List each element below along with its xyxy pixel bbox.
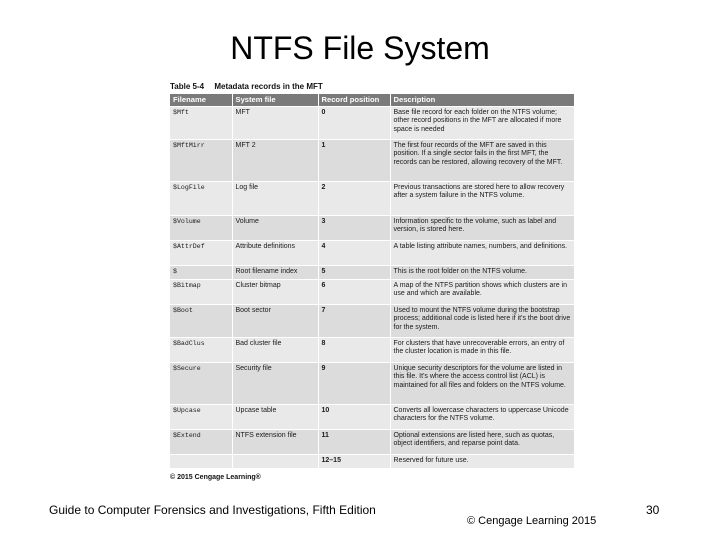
- footer-copyright: © Cengage Learning 2015: [467, 515, 597, 527]
- cell-record-position: 10: [318, 405, 390, 430]
- cell-description: Reserved for future use.: [390, 455, 574, 468]
- cell-system-file: [232, 455, 318, 468]
- cell-record-position: 9: [318, 363, 390, 405]
- table-row: [170, 241, 574, 266]
- cell-record-position: 7: [318, 305, 390, 338]
- table-header-row: [170, 94, 574, 107]
- table-row: [170, 430, 574, 455]
- cell-system-file: Bad cluster file: [232, 338, 318, 363]
- footer-book-title: Guide to Computer Forensics and Investigations, Fifth Edition: [49, 503, 376, 517]
- cell-filename: $Boot: [170, 305, 232, 338]
- table-row: [170, 363, 574, 405]
- cell-filename: $Bitmap: [170, 280, 232, 305]
- table-row: [170, 455, 574, 468]
- cell-description: Unique security descriptors for the volume are listed in this file. It's where the access control list (ACL) is maintained for all files and folders on the NTFS volume.: [390, 363, 574, 405]
- cell-description: Optional extensions are listed here, such as quotas, object identifiers, and reparse point data.: [390, 430, 574, 455]
- cell-record-position: 12–15: [318, 455, 390, 468]
- cell-system-file: Boot sector: [232, 305, 318, 338]
- header-filename: Filename: [170, 94, 232, 107]
- cell-filename: [170, 455, 232, 468]
- cell-system-file: Attribute definitions: [232, 241, 318, 266]
- page-number: 30: [646, 503, 660, 517]
- table-row: [170, 305, 574, 338]
- cell-description: For clusters that have unrecoverable errors, an entry of the cluster location is made in this file.: [390, 338, 574, 363]
- cell-record-position: 6: [318, 280, 390, 305]
- cell-system-file: NTFS extension file: [232, 430, 318, 455]
- table-credit: © 2015 Cengage Learning®: [170, 473, 261, 481]
- cell-system-file: Upcase table: [232, 405, 318, 430]
- cell-filename: $Mft: [170, 107, 232, 140]
- cell-filename: $BadClus: [170, 338, 232, 363]
- cell-record-position: 5: [318, 266, 390, 280]
- table-row: [170, 338, 574, 363]
- table-row: [170, 216, 574, 241]
- cell-system-file: MFT: [232, 107, 318, 140]
- header-record-position: Record position: [318, 94, 390, 107]
- cell-record-position: 8: [318, 338, 390, 363]
- cell-description: Used to mount the NTFS volume during the bootstrap process; additional code is listed here if it's the boot drive for the system.: [390, 305, 574, 338]
- cell-record-position: 3: [318, 216, 390, 241]
- cell-filename: $MftMirr: [170, 140, 232, 182]
- table-row: [170, 405, 574, 430]
- cell-description: A map of the NTFS partition shows which clusters are in use and which are available.: [390, 280, 574, 305]
- table-caption-title: Metadata records in the MFT: [214, 82, 323, 91]
- cell-description: Base file record for each folder on the NTFS volume; other record positions in the MFT are allocated if more space is needed: [390, 107, 574, 140]
- table-row: [170, 140, 574, 182]
- cell-system-file: Volume: [232, 216, 318, 241]
- cell-filename: $Secure: [170, 363, 232, 405]
- cell-description: Converts all lowercase characters to uppercase Unicode characters for the NTFS volume.: [390, 405, 574, 430]
- slide-title: NTFS File System: [230, 30, 490, 66]
- cell-record-position: 0: [318, 107, 390, 140]
- cell-description: This is the root folder on the NTFS volume.: [390, 266, 574, 280]
- cell-filename: $Volume: [170, 216, 232, 241]
- cell-description: Information specific to the volume, such as label and version, is stored here.: [390, 216, 574, 241]
- cell-record-position: 2: [318, 182, 390, 216]
- cell-record-position: 4: [318, 241, 390, 266]
- table-row: [170, 107, 574, 140]
- header-system-file: System file: [232, 94, 318, 107]
- cell-filename: $Upcase: [170, 405, 232, 430]
- cell-description: The first four records of the MFT are saved in this position. If a single sector fails in the first MFT, the records can be restored, allowing recovery of the MFT.: [390, 140, 574, 182]
- cell-filename: $LogFile: [170, 182, 232, 216]
- cell-system-file: MFT 2: [232, 140, 318, 182]
- mft-metadata-table: [170, 94, 575, 468]
- cell-system-file: Security file: [232, 363, 318, 405]
- cell-system-file: Log file: [232, 182, 318, 216]
- table-caption: [170, 80, 574, 94]
- cell-description: Previous transactions are stored here to allow recovery after a system failure in the NTFS volume.: [390, 182, 574, 216]
- cell-filename: $Extend: [170, 430, 232, 455]
- table-row: [170, 266, 574, 280]
- cell-record-position: 11: [318, 430, 390, 455]
- table-row: [170, 280, 574, 305]
- cell-record-position: 1: [318, 140, 390, 182]
- cell-description: A table listing attribute names, numbers, and definitions.: [390, 241, 574, 266]
- table-caption-number: Table 5-4: [170, 82, 205, 91]
- table-row: [170, 182, 574, 216]
- cell-system-file: Root filename index: [232, 266, 318, 280]
- header-description: Description: [390, 94, 574, 107]
- cell-filename: $AttrDef: [170, 241, 232, 266]
- cell-system-file: Cluster bitmap: [232, 280, 318, 305]
- cell-filename: $: [170, 266, 232, 280]
- mft-table-figure: [170, 80, 574, 481]
